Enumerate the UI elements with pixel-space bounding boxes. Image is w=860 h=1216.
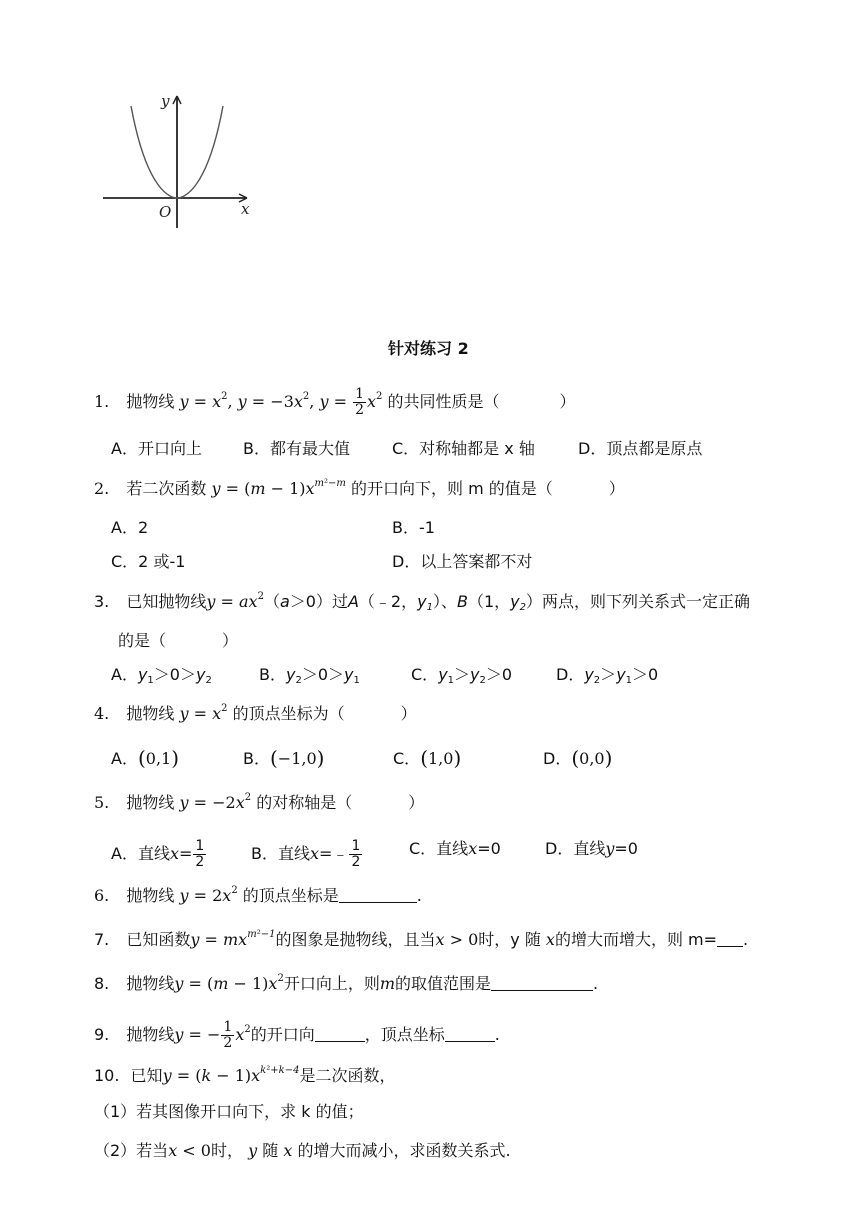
q7-text-4: 的增大而增大，则 m= [554,930,718,949]
q6-end: . [416,886,422,905]
q5-options [111,838,638,870]
q1-number: 1. [94,392,110,411]
question-8 [94,974,598,994]
q3-option-c: C．$y_1>y_2>0$ [411,665,513,686]
q5-option-c: C．直线x=0 [409,839,501,858]
q5-option-b: B．直线x=﹣ $\frac{1}{2}$ [251,838,361,870]
q5-stem-pre: 抛物线 [126,793,175,812]
q10-sub2-text-1: （2）若当 [94,1141,169,1160]
q8-text-2: 开口向上，则 [283,974,380,993]
q3-text-6: （1， [467,592,511,611]
q3-a: a [279,592,290,611]
q7-number: 7. [94,930,110,949]
parabola-graph [95,88,365,238]
q7-text-2: 的图象是抛物线，且当 [275,930,436,949]
x-axis-label: x [241,200,250,218]
q9-blank-direction[interactable] [315,1025,365,1042]
q3-option-a: A．$y_1>0>y_2$ [111,665,212,686]
q1-options [111,439,703,459]
q10-condition: x < 0 [168,1141,211,1160]
q1-option-d: D．顶点都是原点 [578,439,703,458]
q5-stem-post: 的对称轴是（ [256,793,353,812]
q2-stem-pre: 若二次函数 [126,479,207,498]
q2-stem-post: 的开口向下，则 m 的值是（ [351,479,553,498]
question-1 [94,387,576,418]
q3-text-8: 的是（ [118,631,167,650]
q3-option-d: D．$y_2>y_1>0$ [556,665,659,686]
q1-stem-pre: 抛物线 [126,392,175,411]
q9-formula: y = − $\frac{1}{2}$ $x^2$ [174,1019,251,1051]
q10-sub2-text-4: 的增大而减小，求函数关系式. [297,1141,511,1160]
q3-close: ） [222,631,239,650]
q3-point-b: B [456,592,468,611]
q3-point-a: A [347,592,359,611]
q10-formula: $y = (k - 1)x^{k^2+k-4}$ [162,1065,300,1085]
q2-option-c: C．2 或-1 [111,552,186,571]
q8-text-3: 的取值范围是 [395,974,492,993]
question-6 [94,886,422,906]
question-5 [94,793,424,813]
q4-option-d: D．(0,0) [543,746,613,770]
question-7 [94,930,748,950]
q6-answer-blank[interactable] [339,886,417,903]
question-3 [94,592,750,612]
q8-end: . [593,974,599,993]
q8-number: 8. [94,974,110,993]
q6-formula: $y = 2x^2$ [179,885,238,905]
q7-end: . [743,930,749,949]
q8-formula: $y = (m - 1)x^2$ [174,973,284,993]
q8-answer-blank[interactable] [491,974,593,991]
q1-option-a: A．开口向上 [111,439,202,458]
q4-option-a: A．(0,1) [111,746,180,770]
q3-text-7: ）两点，则下列关系式一定正确 [525,592,750,611]
q2-number: 2. [94,479,110,498]
q1-close: ） [559,392,576,411]
q7-text-1: 已知函数 [126,930,191,949]
q10-text-2: 是二次函数， [299,1066,396,1085]
q7-formula: $y = mx^{m^2-1}$ [190,929,276,949]
q4-formula: $y = x^2$ [179,703,228,723]
q7-answer-blank[interactable] [717,930,743,947]
y-axis-label: y [161,92,170,110]
question-4 [94,704,417,724]
q3-text-5: ）、 [432,592,457,611]
q10-x: x [278,1141,298,1160]
q9-number: 9. [94,1025,110,1044]
q10-y: y [243,1141,263,1160]
origin-label: O [159,203,172,221]
q3-number: 3. [94,592,110,611]
q3-text-2: （ [263,592,280,611]
q10-sub-2 [94,1141,511,1161]
q5-option-d: D．直线y=0 [545,839,638,858]
q3-text-3: ＞0）过 [289,592,348,611]
q1-option-b: B．都有最大值 [243,439,350,458]
q4-option-b: B．(−1,0) [243,746,325,770]
q4-close: ） [400,704,417,723]
q4-options [111,746,613,770]
q2-close: ） [608,479,625,498]
q3-formula: $y = ax^2$ [206,591,264,611]
q3-y1: $y_1$ [417,592,433,613]
q4-stem-pre: 抛物线 [126,704,175,723]
q10-sub2-text-3: 随 [262,1141,279,1160]
q7-text-3: 时，y 随 [478,930,541,949]
q4-stem-post: 的顶点坐标为（ [232,704,345,723]
q2-option-d: D．以上答案都不对 [392,552,533,571]
q6-number: 6. [94,886,110,905]
question-10 [94,1066,395,1086]
q2-formula: $y = (m - 1)x^{m^2-m}$ [211,478,346,498]
q1-formulas: $y = x^2$, $y = -3x^2$, y = $\frac{1}{2}$ $x^2$ [179,386,383,418]
q9-blank-vertex[interactable] [445,1025,495,1042]
q5-option-a: A．直线x= $\frac{1}{2}$ [111,838,205,870]
q8-text-1: 抛物线 [126,974,175,993]
q4-option-c: C．(1,0) [393,746,462,770]
q3-line-2 [118,631,238,651]
q5-number: 5. [94,793,110,812]
q1-option-c: C．对称轴都是 x 轴 [392,439,535,458]
q4-number: 4. [94,704,110,723]
q9-text-2: 的开口向 [250,1025,315,1044]
q9-text-3: ，顶点坐标 [364,1025,445,1044]
q3-text-4: （﹣2， [358,592,418,611]
q10-text-1: 已知 [130,1066,163,1085]
q2-option-b: B．-1 [392,518,435,537]
q5-close: ） [408,793,425,812]
q6-stem-pre: 抛物线 [126,886,175,905]
q7-x: x [540,930,555,949]
q1-stem-post: 的共同性质是（ [387,392,500,411]
q8-m: m [379,974,396,993]
q10-sub-1: （1）若其图像开口向下，求 k 的值； [94,1102,364,1121]
q3-options [111,665,659,686]
section-title: 针对练习 2 [388,339,469,358]
q5-formula: $y = -2x^2$ [179,792,252,812]
question-9 [94,1020,500,1051]
q9-text-1: 抛物线 [126,1025,175,1044]
q9-end: . [494,1025,500,1044]
q3-option-b: B．$y_2>0>y_1$ [259,665,360,686]
q7-condition: x > 0 [435,930,479,949]
q10-sub2-text-2: 时， [210,1141,243,1160]
q3-text-1: 已知抛物线 [126,592,207,611]
q10-number: 10. [94,1066,120,1085]
q3-y2: $y_2$ [510,592,526,613]
q2-option-a: A．2 [111,518,149,537]
q6-stem-post: 的顶点坐标是 [242,886,339,905]
question-2 [94,479,625,499]
